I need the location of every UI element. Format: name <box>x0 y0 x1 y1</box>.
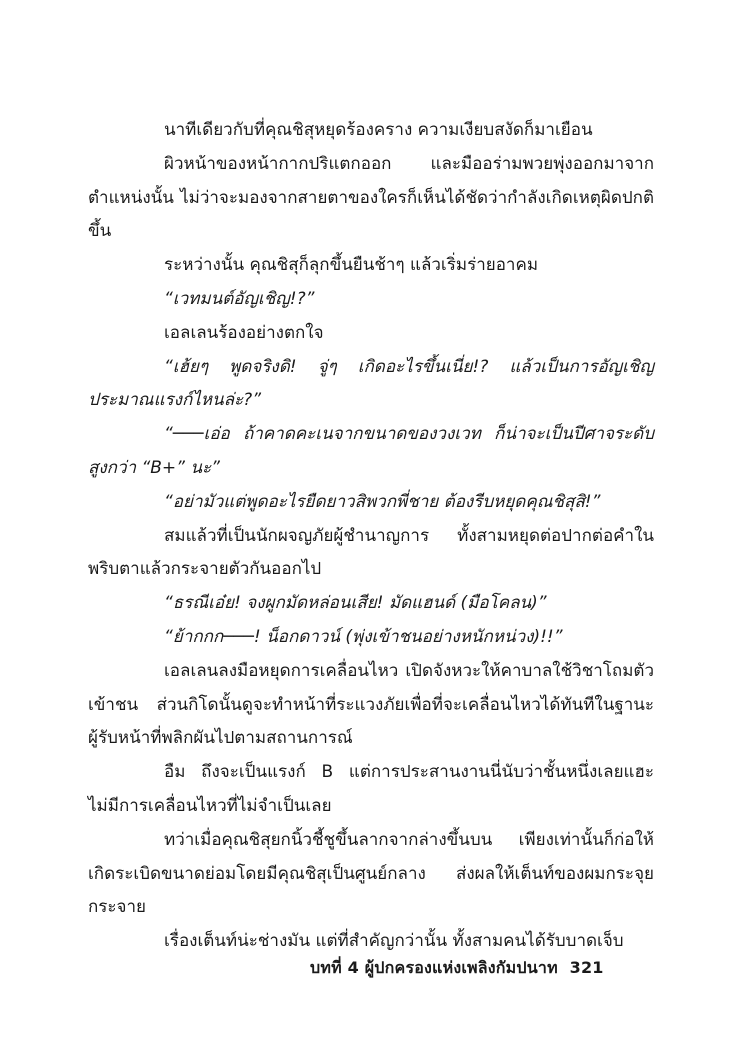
dialogue-paragraph: “อย่ามัวแต่พูดอะไรยืดยาวสิพวกพี่ชาย ต้องรีบหยุดคุณชิสุสิ!” <box>164 491 601 512</box>
paragraph: เรื่องเต็นท์น่ะช่างมัน แต่ที่สำคัญกว่านั้น ทั้งสามคนได้รับบาดเจ็บ <box>164 931 624 952</box>
paragraph: สมแล้วที่เป็นนักผจญภัยผู้ชำนาญการ ทั้งสามหยุดต่อปากต่อคำในพริบตาแล้วกระจายตัวกันออกไป <box>88 525 654 580</box>
paragraph: เอลเลนร้องอย่างตกใจ <box>164 322 324 343</box>
dialogue-paragraph: “ย้ากกก───! น็อกดาวน์ (พุ่งเข้าชนอย่างหนักหน่วง)!!” <box>164 626 563 647</box>
paragraph: เอลเลนลงมือหยุดการเคลื่อนไหว เปิดจังหวะให้คาบาลใช้วิชาโถมตัวเข้าชน ส่วนกิโดนั้นดูจะทำหน้าที่ระแวงภัยเพื่อที่จะเคลื่อนไหวได้ทันทีในฐานะผู้รับหน้าที่พลิกผันไปตามสถานการณ์ <box>88 660 654 749</box>
dialogue-paragraph: “เฮ้ยๆ พูดจริงดิ! จู่ๆ เกิดอะไรขึ้นเนี่ย!? แล้วเป็นการอัญเชิญประมาณแรงก์ไหนล่ะ?” <box>88 356 654 411</box>
dialogue-paragraph: “───เอ่อ ถ้าคาดคะเนจากขนาดของวงเวท ก็น่าจะเป็นปีศาจระดับสูงกว่า “B+” นะ” <box>88 424 654 478</box>
body-text <box>88 114 654 959</box>
page-footer <box>310 956 640 981</box>
paragraph: ระหว่างนั้น คุณชิสุก็ลุกขึ้นยืนช้าๆ แล้วเริ่มร่ายอาคม <box>164 255 539 276</box>
chapter-title: บทที่ 4 ผู้ปกครองแห่งเพลิงกัมปนาท <box>310 958 558 977</box>
page-number: 321 <box>569 958 604 977</box>
paragraph: อืม ถึงจะเป็นแรงก์ B แต่การประสานงานนี่นับว่าชั้นหนึ่งเลยแฮะ ไม่มีการเคลื่อนไหวที่ไม่จำเป็นเลย <box>88 762 654 816</box>
paragraph: ทว่าเมื่อคุณชิสุยกนิ้วชี้ชูขึ้นลากจากล่างขึ้นบน เพียงเท่านั้นก็ก่อให้เกิดระเบิดขนาดย่อมโดยมีคุณชิสุเป็นศูนย์กลาง ส่งผลให้เต็นท์ของผมกระจุยกระจาย <box>88 829 654 918</box>
paragraph: ผิวหน้าของหน้ากากปริแตกออก และมืออร่ามพวยพุ่งออกมาจากตำแหน่งนั้น ไม่ว่าจะมองจากสายตาของใครก็เห็นได้ชัดว่ากำลังเกิดเหตุผิดปกติขึ้น <box>88 153 654 242</box>
dialogue-paragraph: “ธรณีเอ๋ย! จงผูกมัดหล่อนเสีย! มัดแฮนด์ (มือโคลน)” <box>164 593 547 614</box>
paragraph: นาทีเดียวกับที่คุณชิสุหยุดร้องคราง ความเงียบสงัดก็มาเยือน <box>164 120 593 140</box>
dialogue-paragraph: “เวทมนต์อัญเชิญ!?” <box>164 288 315 309</box>
